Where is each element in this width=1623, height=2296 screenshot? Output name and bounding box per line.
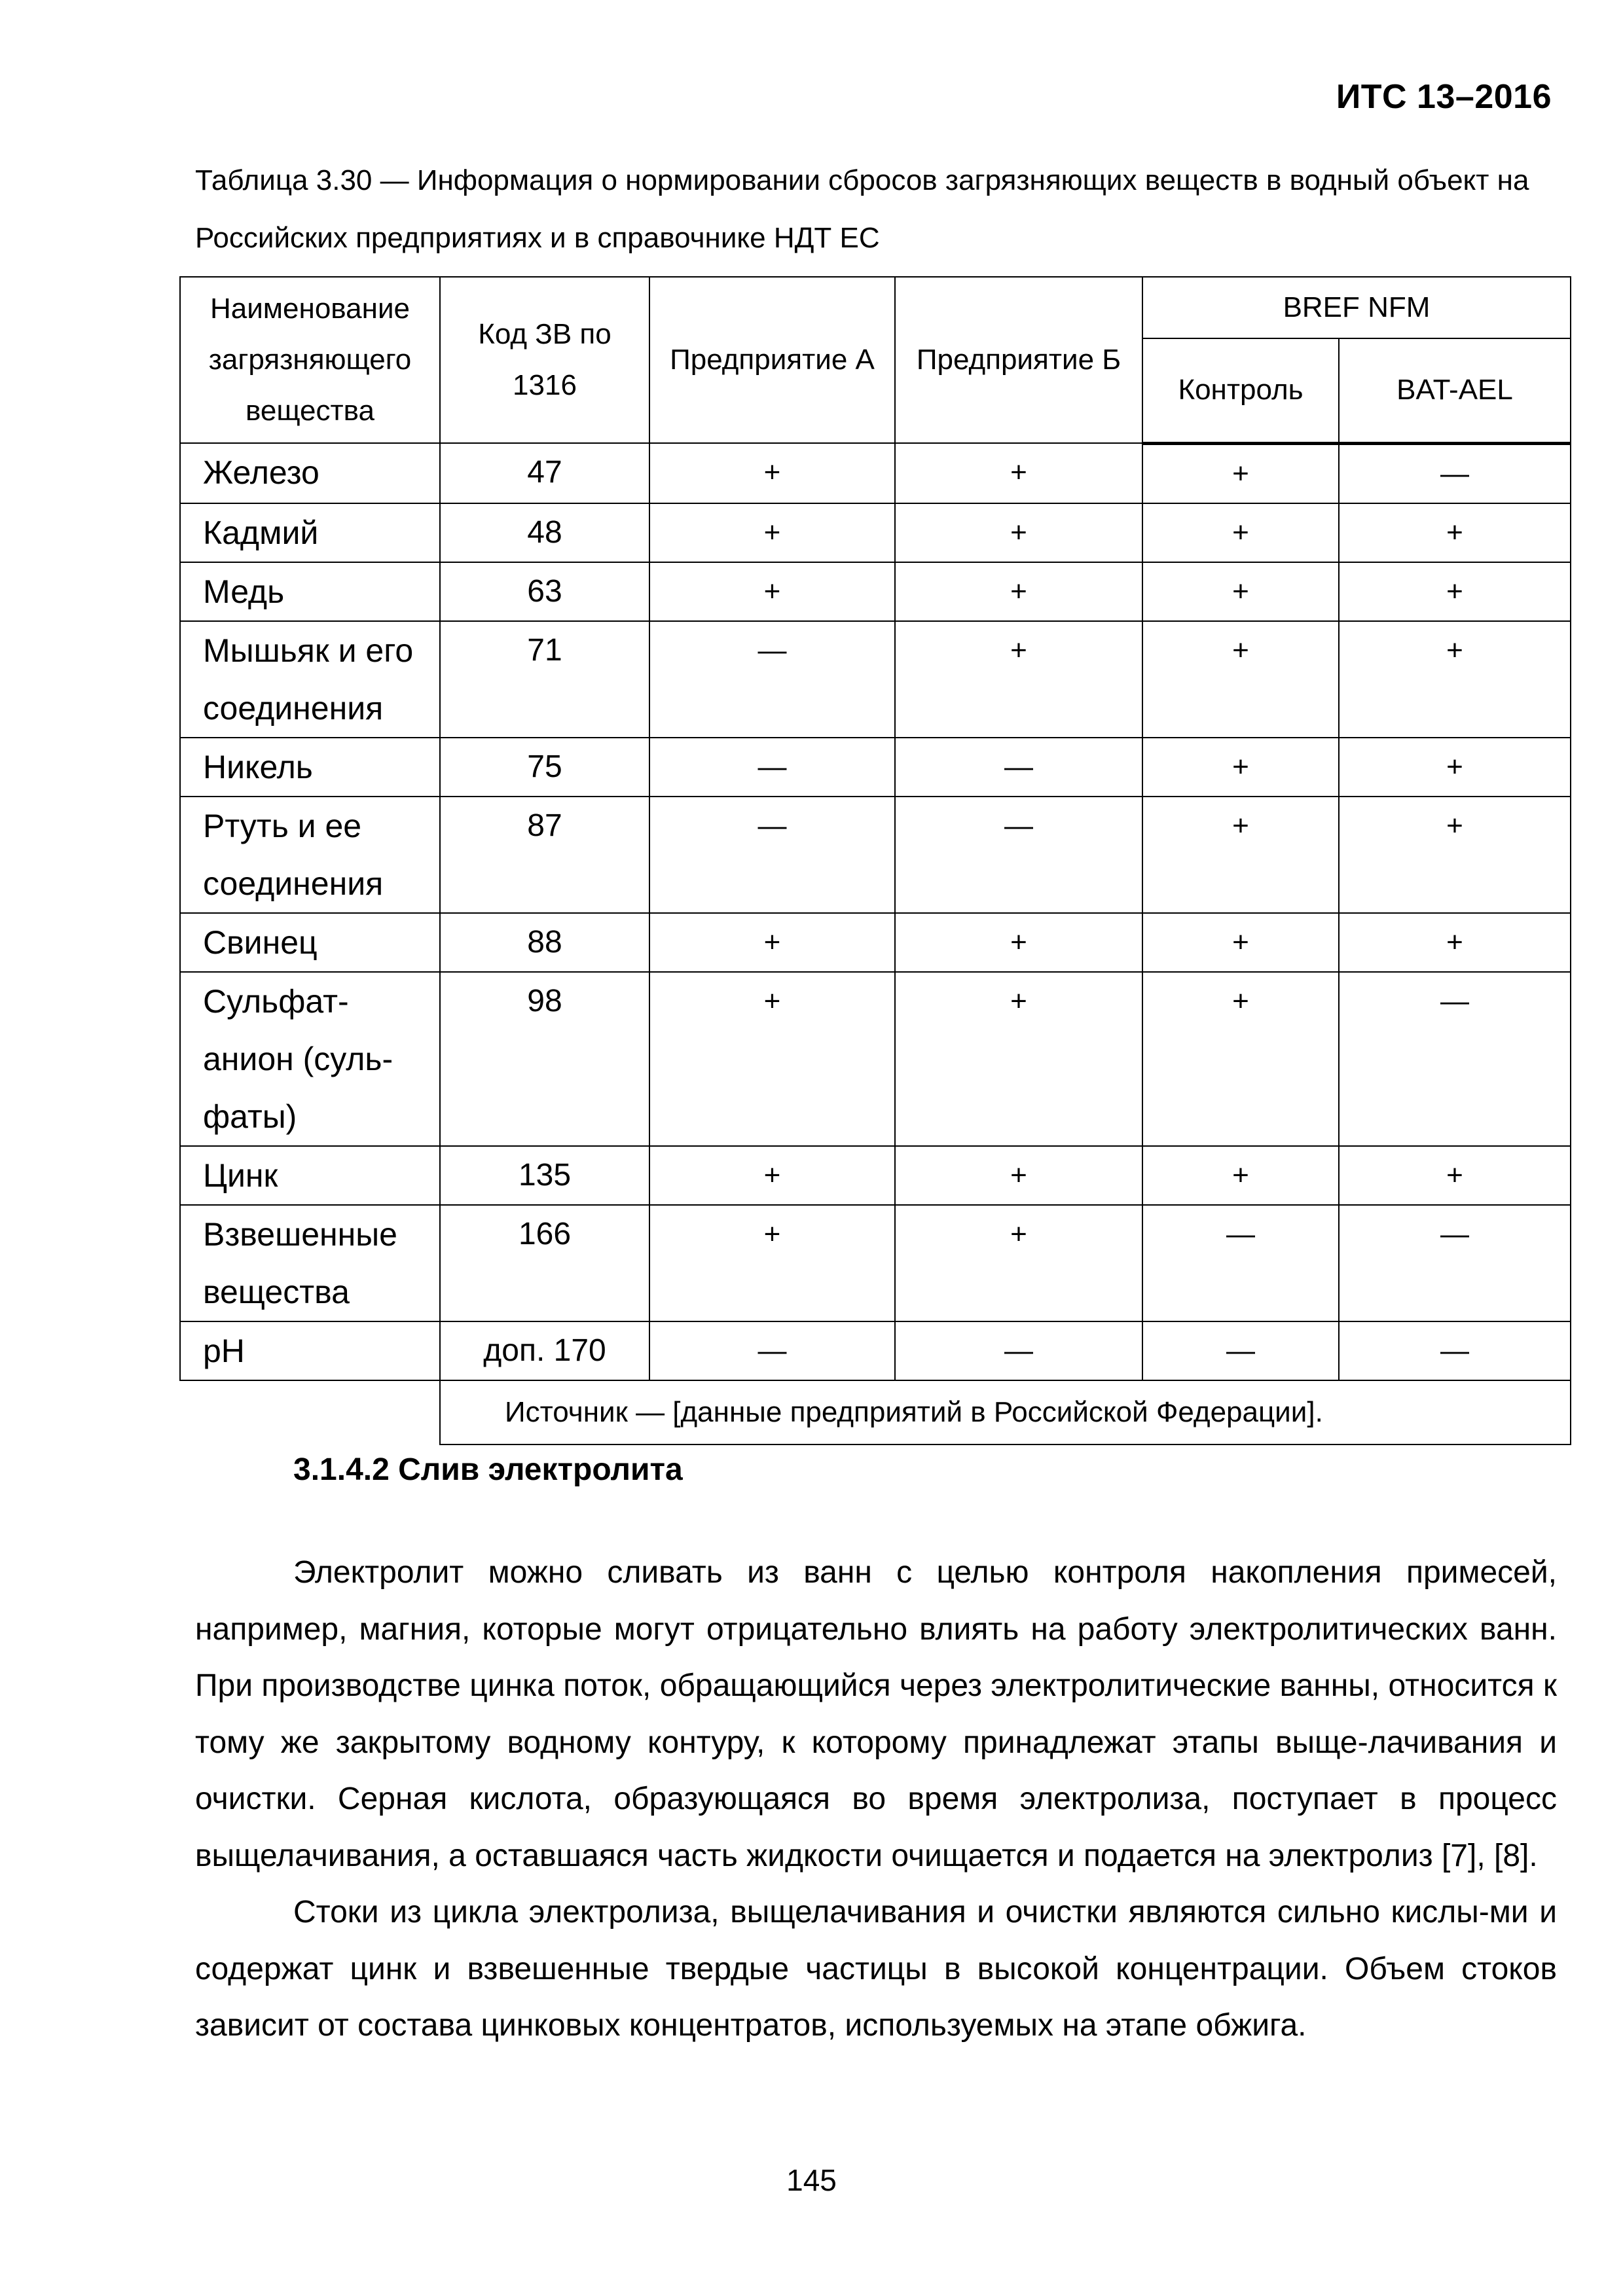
cell-enterprise-a: +: [649, 913, 895, 972]
cell-code: 75: [440, 738, 649, 797]
cell-code: 98: [440, 972, 649, 1146]
cell-enterprise-b: —: [895, 1321, 1142, 1380]
cell-control: +: [1142, 443, 1339, 503]
cell-enterprise-b: +: [895, 1205, 1142, 1321]
cell-substance: Свинец: [180, 913, 440, 972]
header-control: Контроль: [1142, 338, 1339, 443]
cell-control: +: [1142, 797, 1339, 913]
cell-code: 48: [440, 503, 649, 562]
cell-code: 166: [440, 1205, 649, 1321]
cell-bat-ael: —: [1339, 972, 1571, 1146]
table-caption: Таблица 3.30 — Информация о нормировании сбросов загрязняющих веществ в водный объект на Российских предприятиях и в справочнике НДТ ЕС: [195, 164, 1529, 254]
table-row: [180, 797, 1571, 913]
cell-substance: Цинк: [180, 1146, 440, 1205]
cell-bat-ael: +: [1339, 797, 1571, 913]
table-body: [180, 443, 1571, 1380]
cell-bat-ael: —: [1339, 443, 1571, 503]
cell-control: +: [1142, 972, 1339, 1146]
cell-control: +: [1142, 738, 1339, 797]
table-row: [180, 1205, 1571, 1321]
cell-bat-ael: +: [1339, 1146, 1571, 1205]
pollutant-regulation-table: [179, 276, 1571, 1445]
cell-bat-ael: —: [1339, 1205, 1571, 1321]
document-code: ИТС 13–2016: [1336, 78, 1552, 116]
cell-substance: pH: [180, 1321, 440, 1380]
table-row: [180, 562, 1571, 621]
header-bat-ael: BAT-AEL: [1339, 338, 1571, 443]
table-row: [180, 503, 1571, 562]
cell-control: —: [1142, 1321, 1339, 1380]
cell-enterprise-a: +: [649, 1146, 895, 1205]
table-row: [180, 621, 1571, 738]
header-enterprise-b: Предприятие Б: [895, 277, 1142, 443]
header-row-top: [180, 277, 1571, 338]
cell-bat-ael: +: [1339, 913, 1571, 972]
cell-enterprise-b: +: [895, 1146, 1142, 1205]
table-row: [180, 1321, 1571, 1380]
cell-substance: Никель: [180, 738, 440, 797]
cell-bat-ael: +: [1339, 621, 1571, 738]
table-row: [180, 1146, 1571, 1205]
cell-control: +: [1142, 1146, 1339, 1205]
paragraph: Стоки из цикла электролиза, выщелачивания и очистки являются сильно кислы-ми и содержат цинк и взвешенные твердые частицы в высокой концентрации. Объем стоков зависит от состава цинковых концентратов, используемых на этапе обжига.: [195, 1895, 1557, 2043]
cell-substance: Медь: [180, 562, 440, 621]
cell-enterprise-a: —: [649, 738, 895, 797]
cell-enterprise-b: +: [895, 972, 1142, 1146]
cell-enterprise-a: +: [649, 503, 895, 562]
table-row: [180, 972, 1571, 1146]
cell-enterprise-a: +: [649, 972, 895, 1146]
cell-code: 47: [440, 443, 649, 503]
section-title: 3.1.4.2 Слив электролита: [293, 1452, 683, 1487]
cell-enterprise-b: +: [895, 913, 1142, 972]
cell-control: —: [1142, 1205, 1339, 1321]
paragraph: Электролит можно сливать из ванн с целью контроля накопления примесей, например, магния, которые могут отрицательно влиять на работу электролитических ванн. При производстве цинка поток, обращающийся через электролитические ванны, относится к тому же закрытому водному контуру, к которому принадлежат этапы выще-лачивания и очистки. Серная кислота, образующаяся во время электролиза, поступает в процесс выщелачивания, а оставшаяся часть жидкости очищается и подается на электролиз [7], [8].: [195, 1555, 1557, 1873]
cell-control: +: [1142, 503, 1339, 562]
cell-enterprise-b: +: [895, 562, 1142, 621]
source-blank-cell: [180, 1380, 440, 1444]
cell-code: 71: [440, 621, 649, 738]
section-body: [195, 1545, 1557, 2054]
cell-code: доп. 170: [440, 1321, 649, 1380]
table-row: [180, 443, 1571, 503]
table-row: [180, 913, 1571, 972]
cell-enterprise-b: —: [895, 797, 1142, 913]
cell-code: 88: [440, 913, 649, 972]
cell-control: +: [1142, 621, 1339, 738]
cell-enterprise-a: +: [649, 562, 895, 621]
cell-control: +: [1142, 562, 1339, 621]
cell-code: 63: [440, 562, 649, 621]
cell-enterprise-b: +: [895, 503, 1142, 562]
cell-bat-ael: +: [1339, 738, 1571, 797]
header-enterprise-a: Предприятие А: [649, 277, 895, 443]
cell-enterprise-a: —: [649, 797, 895, 913]
cell-bat-ael: +: [1339, 562, 1571, 621]
cell-code: 87: [440, 797, 649, 913]
cell-substance: Сульфат-анион (суль-фаты): [180, 972, 440, 1146]
cell-enterprise-b: +: [895, 621, 1142, 738]
cell-enterprise-a: +: [649, 1205, 895, 1321]
table-row: [180, 738, 1571, 797]
cell-substance: Взвешенные вещества: [180, 1205, 440, 1321]
cell-bat-ael: —: [1339, 1321, 1571, 1380]
header-code: Код ЗВ по 1316: [440, 277, 649, 443]
page-number: 145: [786, 2163, 837, 2197]
cell-control: +: [1142, 913, 1339, 972]
cell-enterprise-b: +: [895, 443, 1142, 503]
cell-substance: Железо: [180, 443, 440, 503]
table-source: Источник — [данные предприятий в Российской Федерации].: [440, 1380, 1571, 1444]
header-substance-name: Наименование загрязняющего вещества: [180, 277, 440, 443]
cell-enterprise-a: —: [649, 621, 895, 738]
cell-substance: Ртуть и ее соединения: [180, 797, 440, 913]
cell-substance: Мышьяк и его соединения: [180, 621, 440, 738]
cell-bat-ael: +: [1339, 503, 1571, 562]
cell-enterprise-a: —: [649, 1321, 895, 1380]
cell-code: 135: [440, 1146, 649, 1205]
source-row: [180, 1380, 1571, 1444]
cell-enterprise-a: +: [649, 443, 895, 503]
header-bref-nfm: BREF NFM: [1142, 277, 1571, 338]
cell-enterprise-b: —: [895, 738, 1142, 797]
cell-substance: Кадмий: [180, 503, 440, 562]
